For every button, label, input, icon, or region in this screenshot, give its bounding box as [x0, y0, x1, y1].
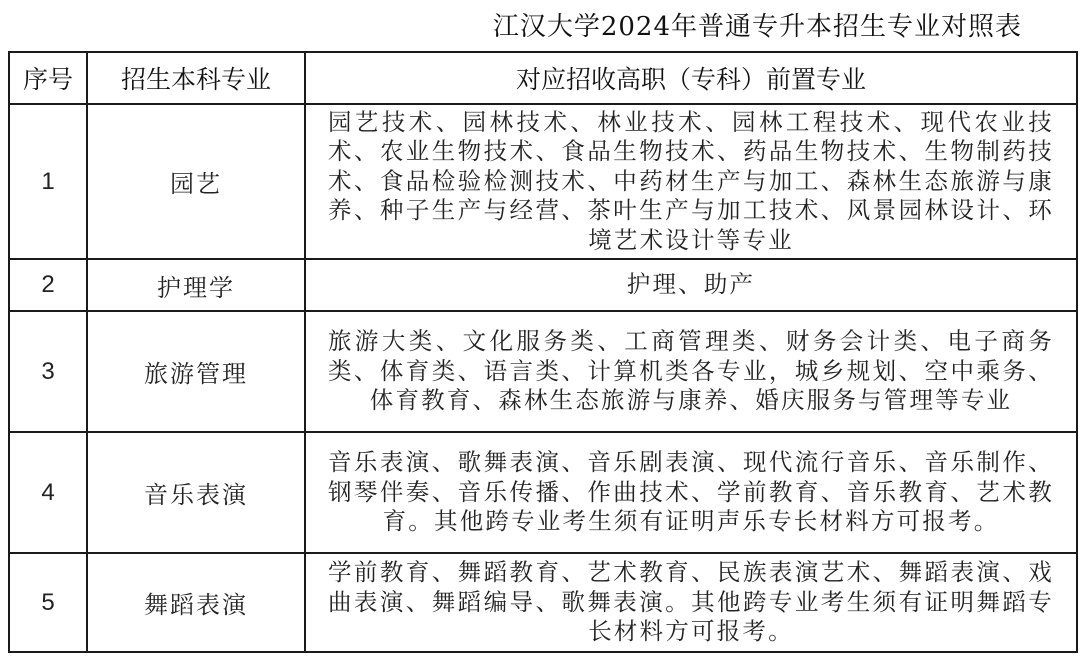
row-major: 园艺: [87, 104, 305, 259]
header-undergraduate-major: 招生本科专业: [87, 52, 305, 104]
row-major: 旅游管理: [87, 311, 305, 432]
row-prerequisites: 护理、助产: [305, 259, 1077, 311]
row-prerequisites: 音乐表演、歌舞表演、音乐剧表演、现代流行音乐、音乐制作、钢琴伴奏、音乐传播、作曲技术、学前教育、音乐教育、艺术教育。其他跨专业考生须有证明声乐专长材料方可报考。: [305, 432, 1077, 553]
row-prerequisites: 学前教育、舞蹈教育、艺术教育、民族表演艺术、舞蹈表演、戏曲表演、舞蹈编导、歌舞表演。其他跨专业考生须有证明舞蹈专长材料方可报考。: [305, 553, 1077, 652]
table-row: [9, 311, 1077, 432]
row-number: 4: [9, 432, 87, 553]
major-comparison-table: [8, 51, 1078, 653]
table-row: [9, 259, 1077, 311]
row-number: 1: [9, 104, 87, 259]
table-header-row: [9, 52, 1077, 104]
header-prerequisite-majors: 对应招收高职（专科）前置专业: [305, 52, 1077, 104]
table-row: [9, 553, 1077, 652]
table-row: [9, 432, 1077, 553]
table-row: [9, 104, 1077, 259]
row-number: 3: [9, 311, 87, 432]
row-major: 舞蹈表演: [87, 553, 305, 652]
row-prerequisites: 园艺技术、园林技术、林业技术、园林工程技术、现代农业技术、农业生物技术、食品生物技术、药品生物技术、生物制药技术、食品检验检测技术、中药材生产与加工、森林生态旅游与康养、种子生产与经营、茶叶生产与加工技术、风景园林设计、环境艺术设计等专业: [305, 104, 1077, 259]
row-number: 2: [9, 259, 87, 311]
page-title: 江汉大学2024年普通专升本招生专业对照表: [492, 12, 1022, 42]
header-serial-number: 序号: [9, 52, 87, 104]
row-prerequisites: 旅游大类、文化服务类、工商管理类、财务会计类、电子商务类、体育类、语言类、计算机类各专业，城乡规划、空中乘务、体育教育、森林生态旅游与康养、婚庆服务与管理等专业: [305, 311, 1077, 432]
row-major: 音乐表演: [87, 432, 305, 553]
row-major: 护理学: [87, 259, 305, 311]
row-number: 5: [9, 553, 87, 652]
